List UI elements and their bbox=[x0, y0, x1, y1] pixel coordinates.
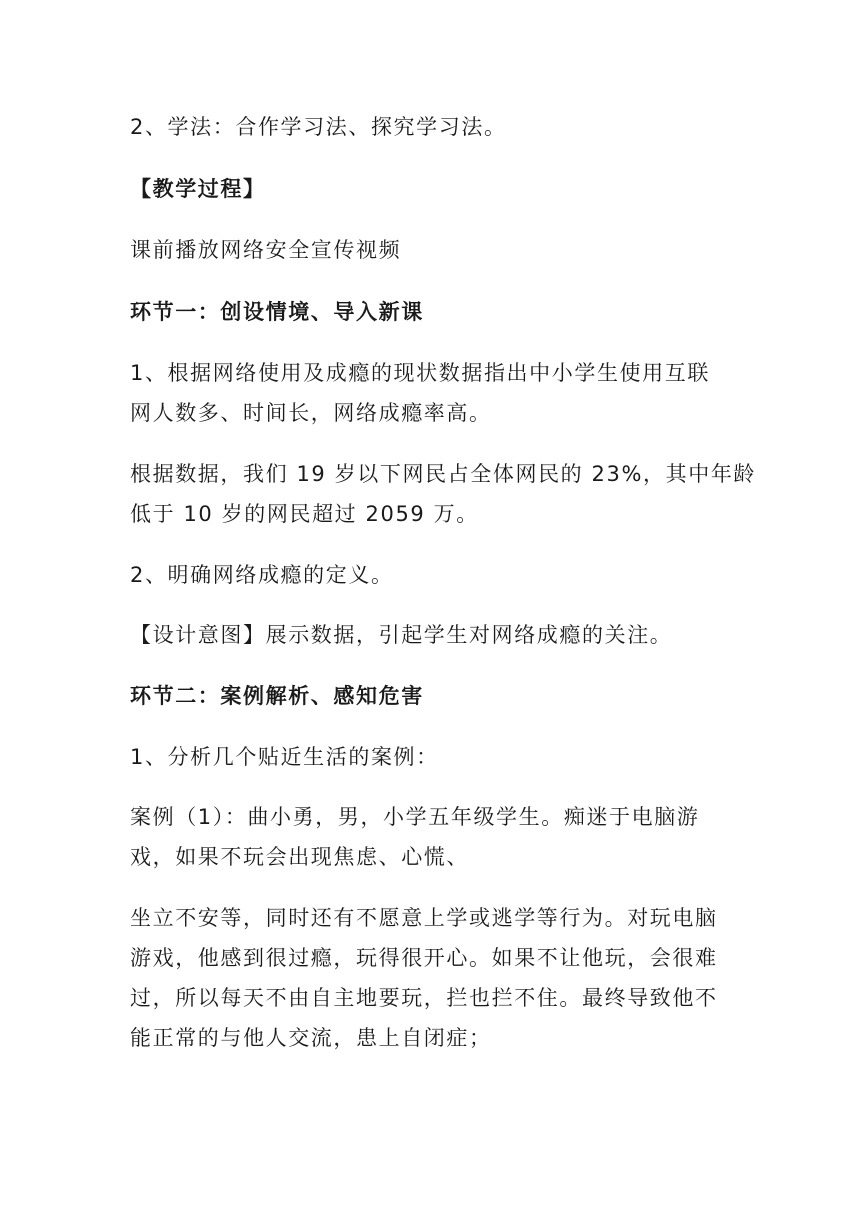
section-two-heading: 环节二：案例解析、感知危害 bbox=[130, 684, 424, 708]
paragraph-line: 1、分析几个贴近生活的案例： bbox=[130, 745, 439, 769]
paragraph-line: 根据数据，我们 19 岁以下网民占全体网民的 23%，其中年龄 bbox=[130, 462, 757, 486]
paragraph-line: 过，所以每天不由自主地要玩，拦也拦不住。最终导致他不 bbox=[130, 986, 718, 1010]
paragraph-line: 2、明确网络成瘾的定义。 bbox=[130, 563, 394, 587]
section-one-heading: 环节一：创设情境、导入新课 bbox=[130, 300, 424, 324]
paragraph-line: 网人数多、时间长，网络成瘾率高。 bbox=[130, 401, 492, 425]
pre-class-video-line: 课前播放网络安全宣传视频 bbox=[130, 238, 402, 262]
paragraph-line: 游戏，他感到很过瘾，玩得很开心。如果不让他玩，会很难 bbox=[130, 946, 718, 970]
paragraph-line: 戏，如果不玩会出现焦虑、心慌、 bbox=[130, 845, 469, 869]
design-intent-line: 【设计意图】展示数据，引起学生对网络成瘾的关注。 bbox=[130, 623, 673, 647]
teaching-process-heading: 【教学过程】 bbox=[130, 177, 266, 201]
paragraph-line: 案例（1）：曲小勇，男，小学五年级学生。痴迷于电脑游 bbox=[130, 805, 700, 829]
paragraph-line: 1、根据网络使用及成瘾的现状数据指出中小学生使用互联 bbox=[130, 361, 710, 385]
paragraph-line: 能正常的与他人交流，患上自闭症； bbox=[130, 1026, 492, 1050]
paragraph-line: 坐立不安等，同时还有不愿意上学或逃学等行为。对玩电脑 bbox=[130, 906, 718, 930]
study-method-line: 2、学法：合作学习法、探究学习法。 bbox=[130, 115, 507, 139]
paragraph-line: 低于 10 岁的网民超过 2059 万。 bbox=[130, 502, 479, 526]
